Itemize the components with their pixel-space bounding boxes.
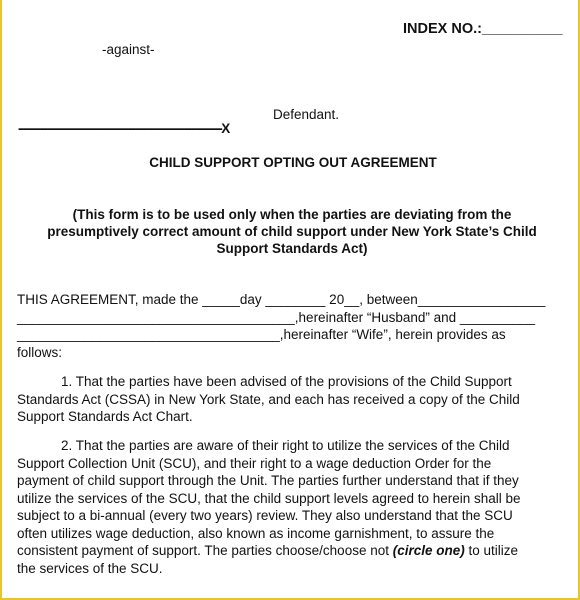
paragraph-line: Support Collection Unit (SCU), and their right to a wage deduction Order for the [17, 455, 492, 471]
paragraph-line: often utilizes wage deduction, also known as income garnishment, to assure the [17, 525, 495, 541]
paragraph-2 [17, 437, 573, 577]
paragraph-line: subject to a bi-annual (every two years) review. They also understand that the SCU [17, 508, 513, 523]
paragraph-1 [17, 373, 573, 426]
agreement-line: ___________________________________,hereinafter “Wife”, herein provides as [17, 327, 506, 342]
paragraph-line [17, 437, 573, 455]
paragraph-line: Standards Act (CSSA) in New York State, and each has received a copy of the Child [17, 391, 520, 407]
document-subtitle: (This form is to be used only when the parties are deviating from the presumptively correct amount of child support under New York State’s Child Support Standards Act) [47, 207, 537, 256]
against-label: -against- [102, 42, 155, 57]
document-page [2, 0, 578, 598]
agreement-line: _____________________________________,hereinafter “Husband” and __________ [17, 309, 535, 325]
paragraph-line: the services of the SCU. [17, 560, 163, 576]
paragraph-line-text: to utilize [464, 543, 519, 558]
defendant-label: Defendant. [273, 107, 340, 122]
paragraph-line-text: 2. That the parties are aware of their right to utilize the services of the Child [61, 438, 510, 453]
paragraph-line: payment of child support through the Unit. The parties further understand that if they [17, 473, 519, 488]
paragraph-line-text: 1. That the parties have been advised of the provisions of the Child Support [61, 374, 512, 389]
index-number-label: INDEX NO.:__________ [403, 21, 563, 37]
paragraph-line [17, 542, 573, 560]
paragraph-line: Support Standards Act Chart. [17, 409, 193, 424]
caption-separator: ---------------------------------------------------------------------X [18, 121, 229, 136]
document-title: CHILD SUPPORT OPTING OUT AGREEMENT [149, 155, 437, 170]
paragraph-line: utilize the services of the SCU, that the child support levels agreed to herein shall be [17, 490, 521, 506]
paragraph-line [17, 373, 573, 391]
agreement-line: follows: [17, 344, 63, 360]
circle-one-instruction: (circle one) [392, 543, 465, 558]
paragraph-line-text: consistent payment of support. The parties choose/choose not [17, 543, 393, 558]
agreement-line: THIS AGREEMENT, made the _____day ________ 20__, between_________________ [17, 292, 546, 307]
agreement-intro [17, 291, 573, 361]
